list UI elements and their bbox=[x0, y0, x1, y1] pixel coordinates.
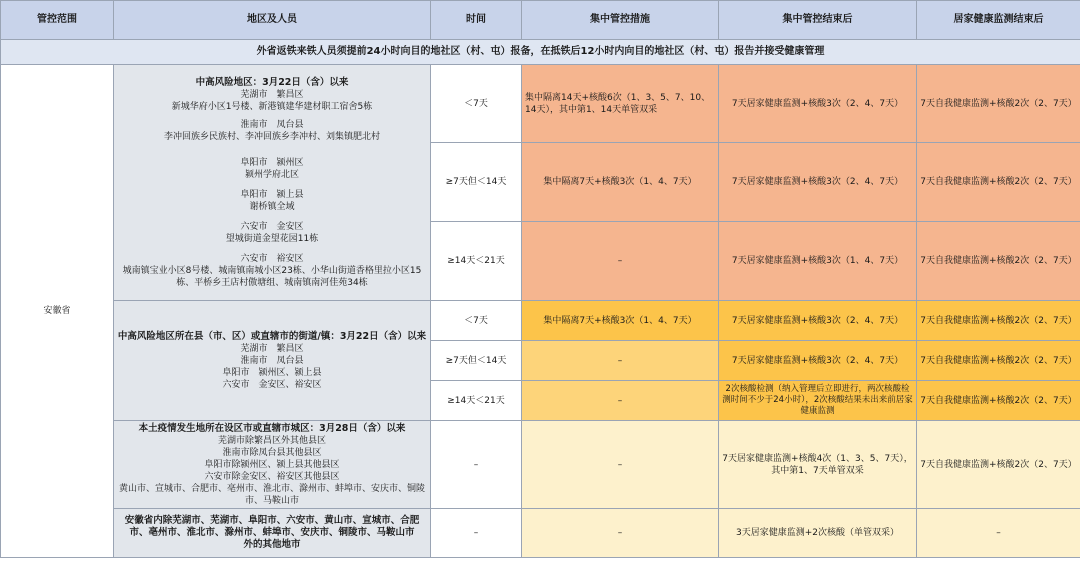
group4-title: 安徽省内除芜湖市、芜湖市、阜阳市、六安市、黄山市、宣城市、合肥市、亳州市、淮北市、滁州市、蚌埠市、安庆市、铜陵市、马鞍山市 bbox=[124, 515, 420, 538]
region-line: 黄山市、宣城市、合肥市、亳州市、淮北市、滁州市、蚌埠市、安庆市、铜陵市、马鞍山市 bbox=[118, 483, 425, 506]
time-cell: – bbox=[431, 509, 522, 558]
table-row bbox=[1, 421, 1080, 509]
header-after-control: 集中管控结束后 bbox=[719, 1, 917, 40]
region-line: 望城街道金望花园11栋 bbox=[225, 233, 319, 244]
after-home-cell: 7天自我健康监测+核酸2次（2、7天） bbox=[917, 65, 1080, 143]
header-row bbox=[1, 1, 1080, 40]
region-line: 李冲回族乡民族村、李冲回族乡李冲村、刘集镇肥北村 bbox=[163, 131, 380, 142]
region-line: 城南镇宝业小区8号楼、城南镇南城小区23栋、小华山街道香格里拉小区15栋、平桥乡王店村傲塘组、城南镇南河佳苑34栋 bbox=[122, 265, 422, 288]
after-control-cell: 7天居家健康监测+核酸3次（2、4、7天） bbox=[719, 143, 917, 222]
time-cell: ≥14天＜21天 bbox=[431, 381, 522, 421]
group4-region bbox=[114, 509, 431, 558]
region-line: 谢桥镇全域 bbox=[249, 201, 295, 212]
after-control-cell: 7天居家健康监测+核酸4次（1、3、5、7天），其中第1、7天单管双采 bbox=[719, 421, 917, 509]
table-row bbox=[1, 65, 1080, 143]
measure-cell: – bbox=[522, 341, 719, 381]
after-control-cell: 2次核酸检测（纳入管理后立即进行，两次核酸检测时间不少于24小时），2次核酸结果未出来前居家健康监测 bbox=[719, 381, 917, 421]
region-line: 颍州学府北区 bbox=[244, 169, 299, 180]
time-cell: ≥7天但＜14天 bbox=[431, 143, 522, 222]
measure-cell: 集中隔离7天+核酸3次（1、4、7天） bbox=[522, 143, 719, 222]
measure-cell: – bbox=[522, 381, 719, 421]
header-after-home: 居家健康监测结束后 bbox=[917, 1, 1080, 40]
region-line: 六安市 裕安区 bbox=[240, 253, 304, 264]
notice-row bbox=[1, 40, 1080, 65]
region-line: 芜湖市 繁昌区 bbox=[240, 343, 304, 354]
time-cell: ＜7天 bbox=[431, 65, 522, 143]
table-row bbox=[1, 509, 1080, 558]
measure-cell: – bbox=[522, 509, 719, 558]
after-home-cell: – bbox=[917, 509, 1080, 558]
region-line: 六安市 金安区、裕安区 bbox=[222, 379, 322, 390]
header-time: 时间 bbox=[431, 1, 522, 40]
region-line: 阜阳市除颍州区、颍上县其他县区 bbox=[204, 459, 340, 470]
after-control-cell: 7天居家健康监测+核酸3次（2、4、7天） bbox=[719, 301, 917, 341]
region-line: 阜阳市 颍州区 bbox=[240, 157, 304, 168]
after-home-cell: 7天自我健康监测+核酸2次（2、7天） bbox=[917, 143, 1080, 222]
measure-cell: – bbox=[522, 222, 719, 301]
after-home-cell: 7天自我健康监测+核酸2次（2、7天） bbox=[917, 301, 1080, 341]
after-home-cell: 7天自我健康监测+核酸2次（2、7天） bbox=[917, 341, 1080, 381]
region-line: 淮南市 凤台县 bbox=[240, 355, 304, 366]
time-cell: – bbox=[431, 421, 522, 509]
measure-cell: 集中隔离14天+核酸6次（1、3、5、7、10、14天），其中第1、14天单管双采 bbox=[522, 65, 719, 143]
after-home-cell: 7天自我健康监测+核酸2次（2、7天） bbox=[917, 222, 1080, 301]
province-cell: 安徽省 bbox=[1, 65, 114, 558]
time-cell: ≥7天但＜14天 bbox=[431, 341, 522, 381]
notice-text: 外省返铁来铁人员须提前24小时向目的地社区（村、屯）报备，在抵铁后12小时内向目的地社区（村、屯）报告并接受健康管理 bbox=[1, 40, 1080, 65]
region-line: 芜湖市除繁昌区外其他县区 bbox=[217, 435, 326, 446]
time-cell: ＜7天 bbox=[431, 301, 522, 341]
after-control-cell: 7天居家健康监测+核酸3次（1、4、7天） bbox=[719, 222, 917, 301]
group3-title: 本土疫情发生地所在设区市或直辖市城区：3月28日（含）以来 bbox=[138, 422, 406, 434]
time-cell: ≥14天＜21天 bbox=[431, 222, 522, 301]
header-region: 地区及人员 bbox=[114, 1, 431, 40]
after-control-cell: 7天居家健康监测+核酸3次（2、4、7天） bbox=[719, 341, 917, 381]
group4-title-tail: 外的其他地市 bbox=[243, 539, 301, 550]
region-line: 阜阳市 颍州区、颍上县 bbox=[222, 367, 322, 378]
after-home-cell: 7天自我健康监测+核酸2次（2、7天） bbox=[917, 381, 1080, 421]
group1-title: 中高风险地区：3月22日（含）以来 bbox=[195, 76, 349, 88]
table-row bbox=[1, 301, 1080, 341]
region-line: 六安市 金安区 bbox=[240, 221, 304, 232]
region-line: 六安市除金安区、裕安区其他县区 bbox=[204, 471, 340, 482]
group2-title: 中高风险地区所在县（市、区）或直辖市的街道/镇：3月22日（含）以来 bbox=[117, 330, 427, 342]
header-scope: 管控范围 bbox=[1, 1, 114, 40]
measure-cell: – bbox=[522, 421, 719, 509]
group2-region bbox=[114, 301, 431, 421]
region-line: 新城华府小区1号楼、新港镇建华建材职工宿舍5栋 bbox=[171, 101, 373, 112]
region-line: 淮南市 凤台县 bbox=[240, 119, 304, 130]
region-line: 淮南市除凤台县其他县区 bbox=[222, 447, 322, 458]
measure-cell: 集中隔离7天+核酸3次（1、4、7天） bbox=[522, 301, 719, 341]
after-control-cell: 3天居家健康监测+2次核酸（单管双采） bbox=[719, 509, 917, 558]
region-line: 阜阳市 颍上县 bbox=[240, 189, 304, 200]
region-line: 芜湖市 繁昌区 bbox=[240, 89, 304, 100]
after-control-cell: 7天居家健康监测+核酸3次（2、4、7天） bbox=[719, 65, 917, 143]
group1-region bbox=[114, 65, 431, 301]
group3-region bbox=[114, 421, 431, 509]
after-home-cell: 7天自我健康监测+核酸2次（2、7天） bbox=[917, 421, 1080, 509]
header-measure: 集中管控措施 bbox=[522, 1, 719, 40]
